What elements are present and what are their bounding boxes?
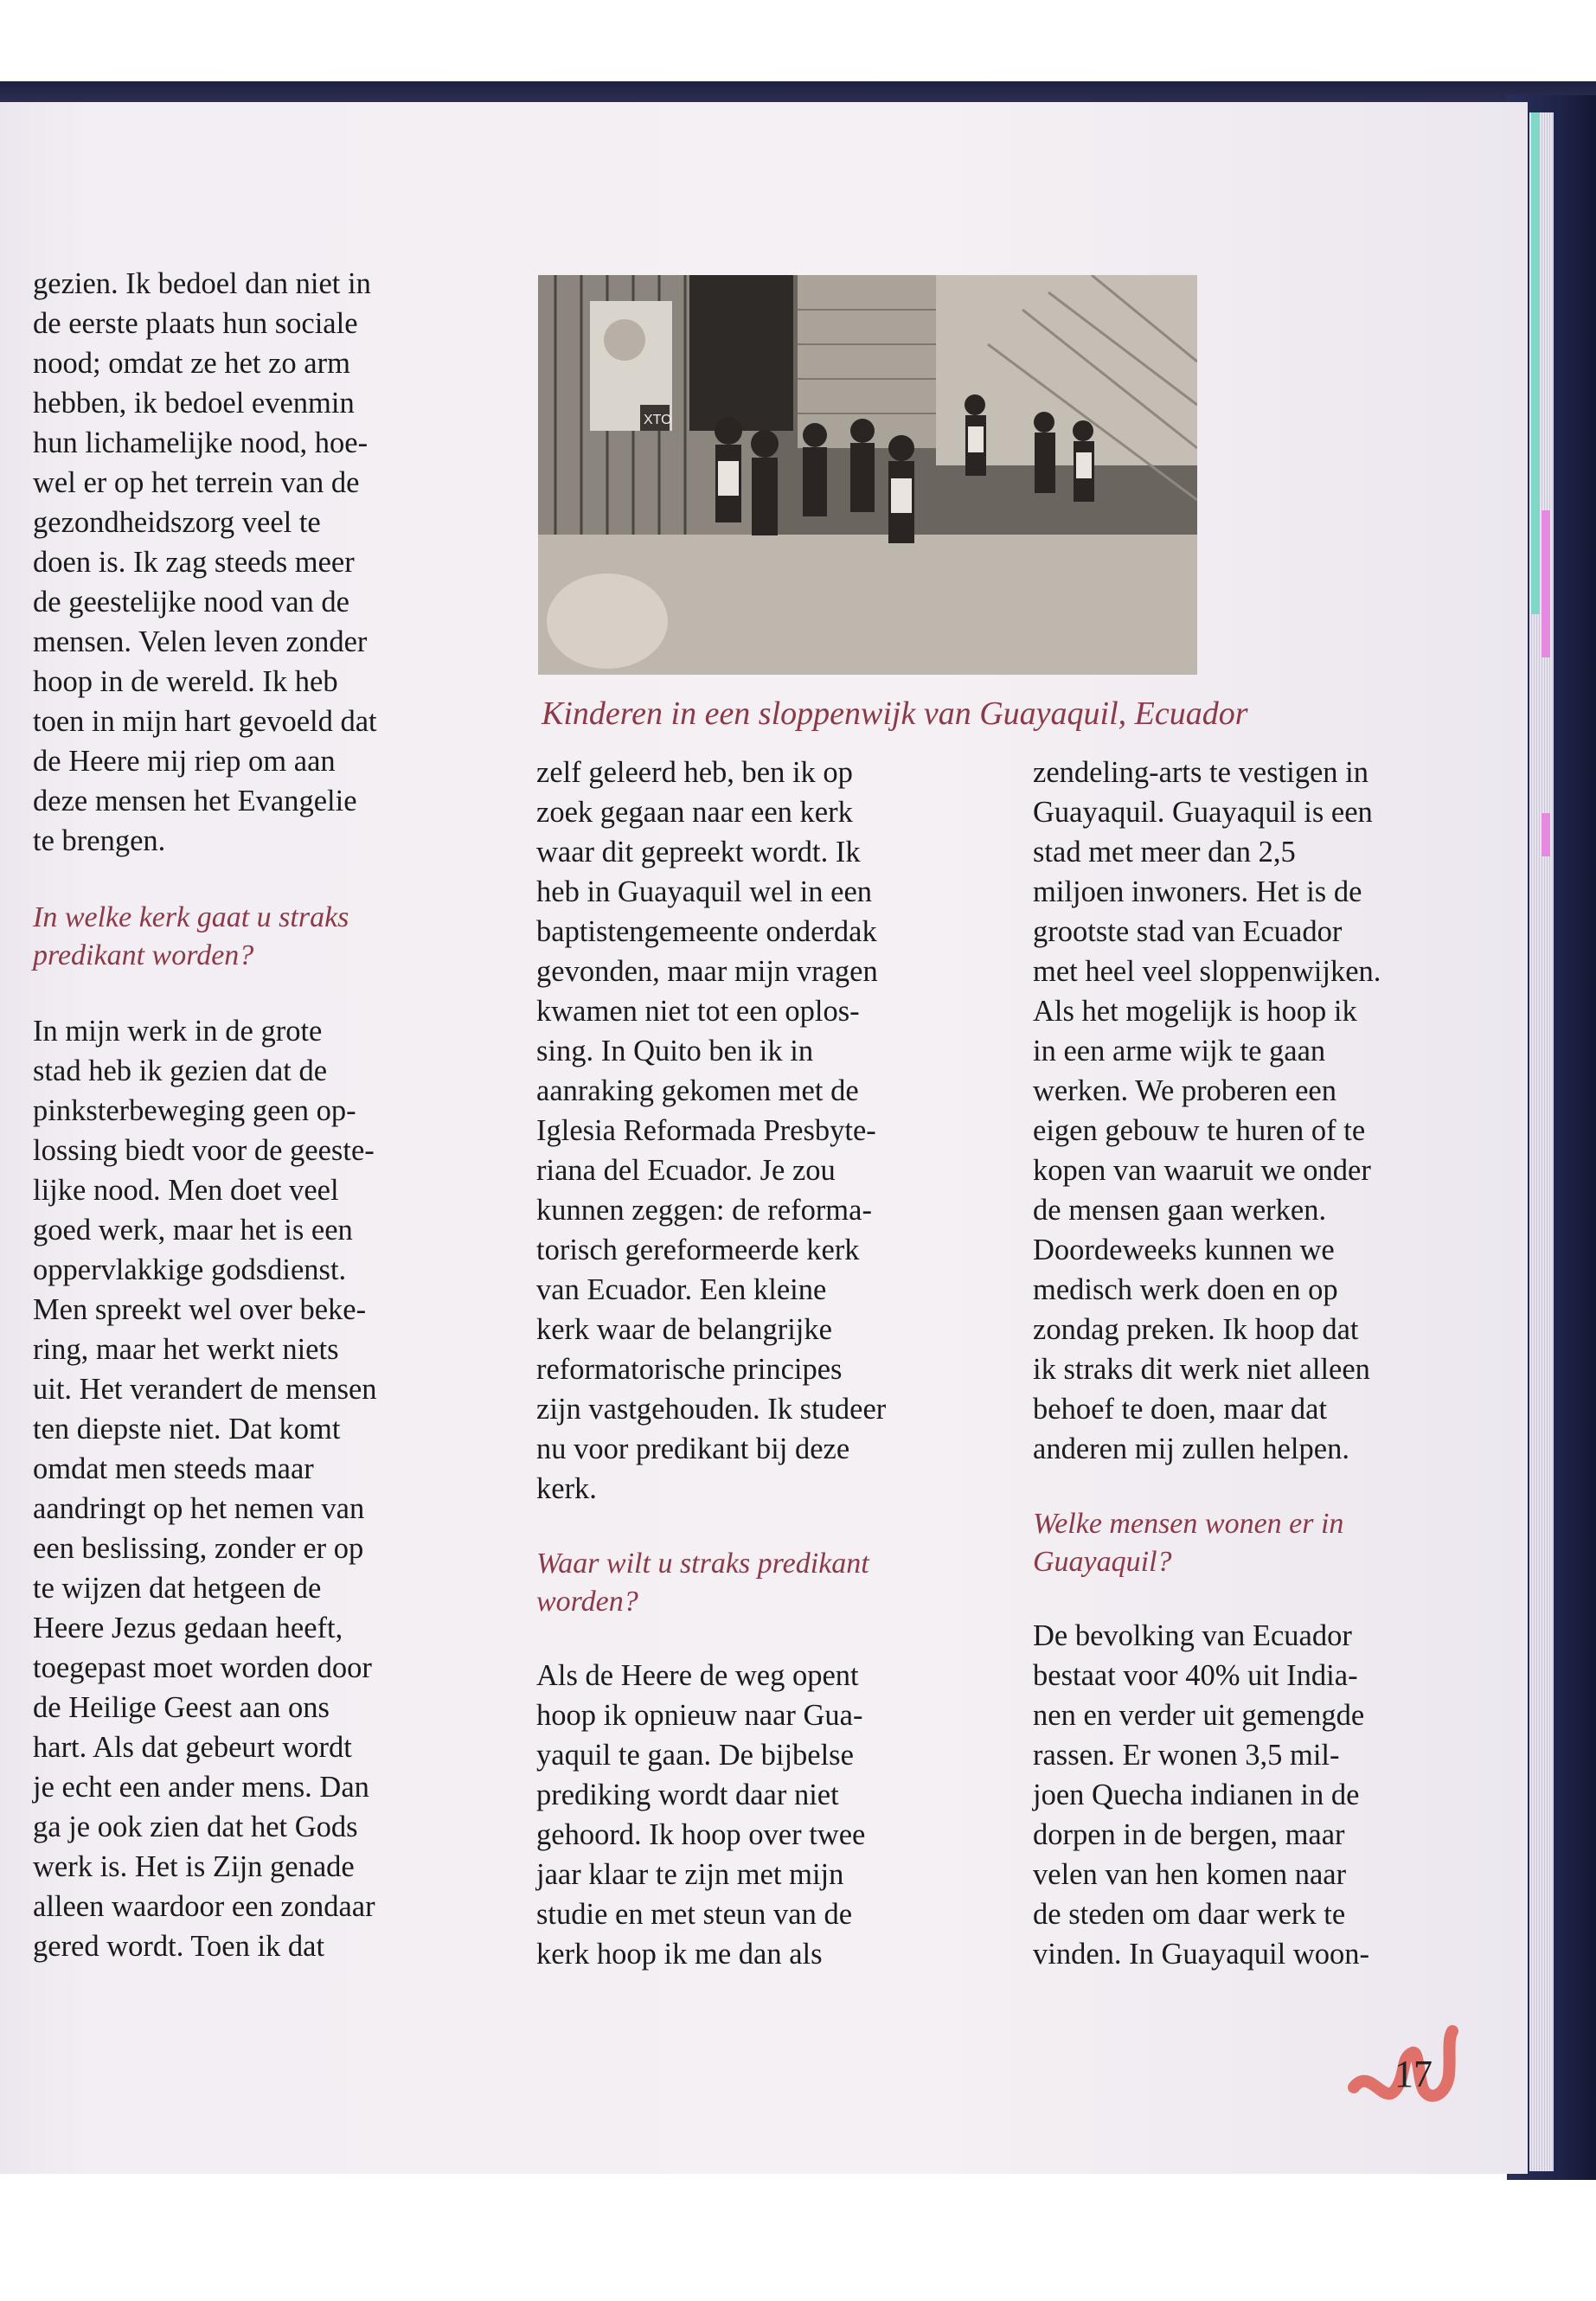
- paragraph: gezien. Ik bedoel dan niet in de eerste plaats hun sociale nood; omdat ze het zo arm hebben, ik bedoel evenmin hun lichamelijke nood, hoe- wel er op het terrein van de gezondheidszorg veel te doen is. Ik zag steeds meer de geestelijke nood van de mensen. Velen leven zonder hoop in de wereld. Ik heb toen in mijn hart gevoeld dat de Heere mij riep om aan deze mensen het Evangelie te brengen.: [33, 267, 377, 857]
- photo-children-slum: [538, 275, 1197, 675]
- color-tab-pink: [1542, 510, 1550, 657]
- color-tab-pink-2: [1542, 813, 1550, 856]
- page-number: 17: [1394, 2053, 1433, 2095]
- book-cover-top: [0, 81, 1596, 104]
- paragraph: zendeling-arts te vestigen in Guayaquil. Guayaquil is een stad met meer dan 2,5 miljoen inwoners. Het is de grootste stad van Ecuador met heel veel sloppenwijken. Als het mogelijk is hoop ik in een arme wijk te gaan werken. We proberen een eigen gebouw te huren of te kopen van waaruit we onder de mensen gaan werken. Doordeweeks kunnen we medisch werk doen en op zondag preken. Ik hoop dat ik straks dit werk niet alleen behoef te doen, maar dat anderen mij zullen helpen.: [1033, 756, 1381, 1465]
- interview-question: Welke mensen wonen er in Guayaquil?: [1033, 1508, 1344, 1578]
- paragraph: In mijn werk in de grote stad heb ik gezien dat de pinksterbeweging geen op- lossing biedt voor de geeste- lijke nood. Men doet veel goed werk, maar het is een oppervlakkige godsdienst. Men spreekt wel over beke- ring, maar het werkt niets uit. Het verandert de mensen ten diepste niet. Dat komt omdat men steeds maar aandringt op het nemen van een beslissing, zonder er op te wijzen dat hetgeen de Heere Jezus gedaan heeft, toegepast moet worden door de Heilige Geest aan ons hart. Als dat gebeurt wordt je echt een ander mens. Dan ga je ook zien dat het Gods werk is. Het is Zijn genade alleen waardoor een zondaar gered wordt. Toen ik dat: [33, 1015, 377, 1963]
- scan-margin-top: [0, 0, 1596, 85]
- interview-question: Waar wilt u straks predikant worden?: [536, 1548, 869, 1618]
- column-right: [1033, 753, 1448, 1974]
- photo-caption: Kinderen in een sloppenwijk van Guayaquil, Ecuador: [542, 695, 1248, 732]
- interview-question: In welke kerk gaat u straks predikant worden?: [33, 901, 349, 971]
- column-middle: [536, 753, 952, 1974]
- paragraph: Als de Heere de weg opent hoop ik opnieuw naar Gua- yaquil te gaan. De bijbelse prediking wordt daar niet gehoord. Ik hoop over twee jaar klaar te zijn met mijn studie en met steun van de kerk hoop ik me dan als: [536, 1659, 866, 1971]
- sign-text: XTO: [644, 413, 672, 427]
- column-left: [33, 264, 465, 1966]
- paragraph: De bevolking van Ecuador bestaat voor 40% uit India- nen en verder uit gemengde rassen. Er wonen 3,5 mil- joen Quecha indianen in de dorpen in de bergen, maar velen van hen komen naar de steden om daar werk te vinden. In Guayaquil woon-: [1033, 1619, 1370, 1971]
- photo-illustration: [538, 275, 1197, 675]
- paragraph: zelf geleerd heb, ben ik op zoek gegaan naar een kerk waar dit gepreekt wordt. Ik heb in Guayaquil wel in een baptistengemeente onderdak gevonden, maar mijn vragen kwamen niet tot een oplos- sing. In Quito ben ik in aanraking gekomen met de Iglesia Reformada Presbyte- riana del Ecuador. Je zou kunnen zeggen: de reforma- torisch gereformeerde kerk van Ecuador. Een kleine kerk waar de belangrijke reformatorische principes zijn vastgehouden. Ik studeer nu voor predikant bij deze kerk.: [536, 756, 887, 1505]
- scan-margin-bottom: [0, 2214, 1596, 2301]
- color-tab-teal-2: [1531, 510, 1540, 614]
